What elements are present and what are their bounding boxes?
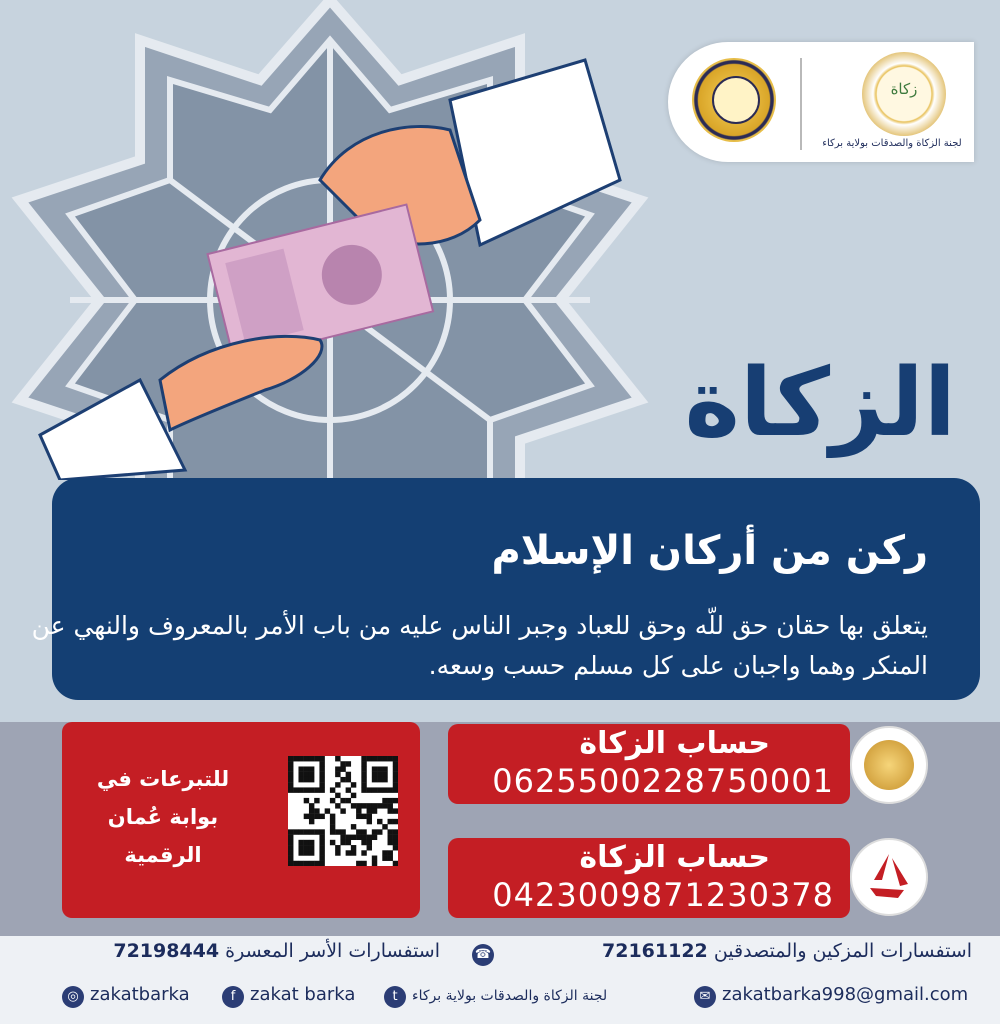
account-number: 0423009871230378 <box>492 876 834 914</box>
bank-red-logo-icon <box>850 838 928 916</box>
account-card-1 <box>448 724 850 804</box>
donation-line-3: الرقمية <box>124 843 202 867</box>
instagram-icon: ◎ <box>62 986 84 1008</box>
phone-icon: ☎ <box>472 944 494 966</box>
inquiry-donors-phone[interactable]: 72161122 <box>602 940 708 962</box>
donation-line-1: للتبرعات في <box>96 767 230 791</box>
inquiry-families <box>113 940 440 962</box>
account-number: 0625500228750001 <box>492 762 834 800</box>
inquiry-families-phone[interactable]: 72198444 <box>113 940 220 962</box>
page-title: الزكاة <box>684 349 956 458</box>
bank-gold-logo-icon <box>850 726 928 804</box>
email-link[interactable]: zakatbarka998@gmail.com <box>722 984 969 1005</box>
inquiry-donors <box>602 940 972 962</box>
zakat-logo-lettering: زكاة <box>890 80 918 98</box>
qr-code[interactable] <box>288 756 398 866</box>
email-icon: ✉ <box>694 986 716 1008</box>
donation-line-2: بوابة عُمان <box>107 805 219 829</box>
account-label: حساب الزكاة <box>579 726 770 761</box>
logo-divider <box>800 58 802 150</box>
inquiry-families-label: استفسارات الأسر المعسرة <box>225 940 440 962</box>
panel-subtitle: ركن من أركان الإسلام <box>491 528 928 574</box>
panel-body-text: يتعلق بها حقان حق للّه وحق للعباد وجبر الناس عليه من باب الأمر بالمعروف والنهي عن المنكر وهما واجبان على كل مسلم حسب وسعه. <box>31 611 928 680</box>
facebook-link[interactable]: zakat barka <box>250 984 356 1005</box>
facebook-icon: f <box>222 986 244 1008</box>
instagram-link[interactable]: zakatbarka <box>90 984 190 1005</box>
twitter-icon: t <box>384 986 406 1008</box>
emblem-center <box>712 76 760 124</box>
donation-text <box>78 760 248 874</box>
hands-banknote-illustration <box>30 50 630 480</box>
account-card-2 <box>448 838 850 918</box>
twitter-link[interactable]: لجنة الزكاة والصدقات بولاية بركاء <box>412 988 608 1004</box>
inquiry-donors-label: استفسارات المزكين والمتصدقين <box>713 940 972 962</box>
org-caption: لجنة الزكاة والصدقات بولاية بركاء <box>822 138 962 149</box>
account-label: حساب الزكاة <box>579 840 770 875</box>
